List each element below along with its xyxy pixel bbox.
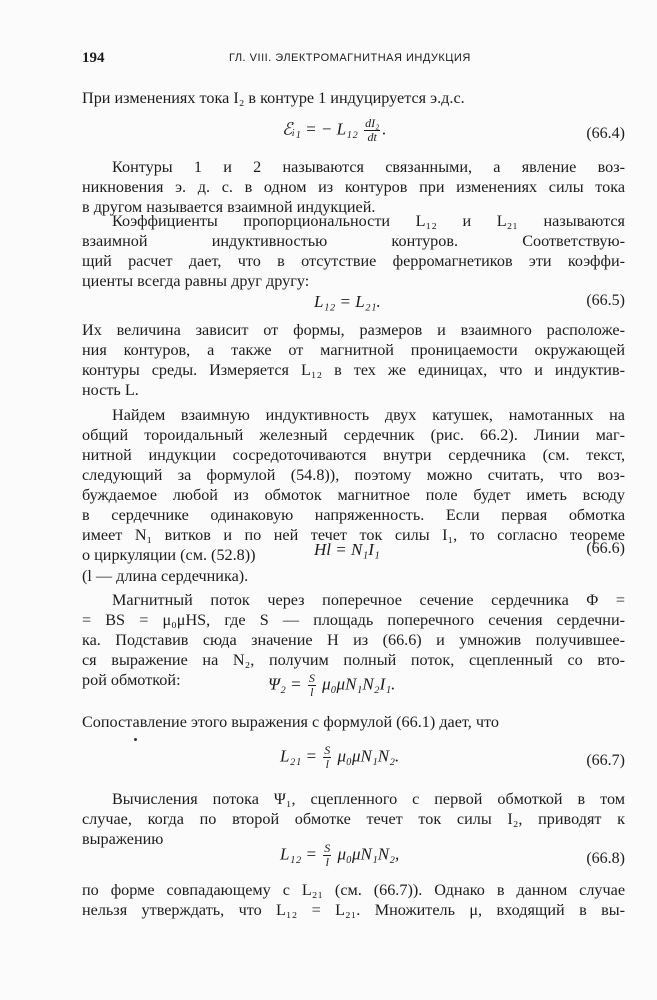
text-line: буждаемое любой из обмоток магнитное поле будет иметь всюду [82, 486, 625, 504]
equation-66-7 [82, 744, 625, 778]
equation-psi2 [82, 672, 625, 706]
text-line: Магнитный поток через поперечное сечение сердечника Φ = [112, 591, 625, 609]
page-number: 194 [82, 50, 105, 66]
equation-number: (66.7) [586, 752, 625, 769]
text-line: нитной индукции сосредоточиваются внутри сердечника (см. текст, [82, 446, 625, 464]
equation-number: (66.5) [586, 292, 625, 309]
running-head: ГЛ. VIII. ЭЛЕКТРОМАГНИТНАЯ ИНДУКЦИЯ [229, 52, 471, 64]
equation-66-5: L₁₂ = L₂₁. (66.5) [314, 292, 625, 311]
formula: Ψ₂ = $\frac{S}{l}$ μ₀μN₁N₂I₁. [268, 671, 396, 699]
text-line: нельзя утверждать, что L₁₂ = L₂₁. Множитель μ, входящий в вы- [82, 901, 625, 919]
stray-dot [134, 738, 137, 741]
fraction: $\frac{S}{l}$ [324, 743, 331, 771]
text-line: щий расчет дает, что в отсутствие ферромагнетиков эти коэффи- [82, 252, 625, 270]
text-line: никновения э. д. с. в одном из контуров при изменениях силы тока [82, 178, 625, 196]
text-line: ка. Подставив сюда значение H из (66.6) и умножив получившее- [82, 631, 625, 649]
equation-number: (66.6) [586, 540, 625, 557]
text-line: ся выражение на N₂, получим полный поток, сцепленный со вто- [82, 651, 625, 669]
text-line: При изменениях тока I₂ в контуре 1 индуцируется э.д.с. [82, 89, 465, 107]
text-line: случае, когда по второй обмотке течет ток силы I₂, приводят к [82, 810, 625, 828]
text-line: циенты всегда равны друг другу: [82, 272, 310, 290]
text-line: Их величина зависит от формы, размеров и взаимного расположе- [82, 321, 625, 339]
equation-number: (66.8) [586, 850, 625, 867]
text-line: о циркуляции (см. (52.8)) [82, 546, 256, 564]
text-line: Найдем взаимную индуктивность двух катушек, намотанных на [112, 406, 625, 424]
formula: L₁₂ = $\frac{S}{l}$ μ₀μN₁N₂, [280, 841, 400, 869]
text-line: рой обмоткой: [82, 671, 181, 689]
formula: L₂₁ = $\frac{S}{l}$ μ₀μN₁N₂. [280, 743, 400, 771]
text-line: Вычисления потока Ψ₁, сцепленного с первой обмоткой в том [112, 790, 625, 808]
fraction: $\frac{S}{l}$ [308, 671, 315, 699]
text-line: (l — длина сердечника). [82, 567, 249, 585]
text-line: ния контуров, а также от магнитной проницаемости окружающей [82, 341, 625, 359]
text-line: Контуры 1 и 2 называются связанными, а явление воз- [112, 158, 625, 176]
text-line: общий тороидальный железный сердечник (рис. 66.2). Линии маг- [82, 426, 625, 444]
text-line: по форме совпадающему с L₂₁ (см. (66.7)). Однако в данном случае [82, 881, 625, 899]
text-line: взаимной индуктивностью контуров. Соответствую- [82, 232, 625, 250]
text-line: имеет N₁ витков и по ней течет ток силы I₁, то согласно теореме [82, 526, 625, 544]
fraction: $\frac{S}{l}$ [324, 841, 331, 869]
text-line: следующий за формулой (54.8)), поэтому можно считать, что воз- [82, 466, 625, 484]
text-line: ность L. [82, 381, 139, 399]
equation-66-6: Hl = N₁I₁ (66.6) [314, 540, 625, 559]
text-line: в другом называется взаимной индукцией. [82, 198, 376, 216]
text-line: в сердечнике одинаковую напряженность. Если первая обмотка [82, 506, 625, 524]
text-line: Сопоставление этого выражения с формулой (66.1) дает, что [82, 713, 499, 731]
text-line: контуры среды. Измеряется L₁₂ в тех же единицах, что и индуктив- [82, 361, 625, 379]
equation-number: (66.4) [586, 125, 625, 142]
fraction: $\frac{\text{dI₂}}{dt}$ [365, 116, 380, 144]
equation-66-8 [82, 842, 625, 876]
page-header [82, 50, 627, 70]
text-line: = BS = μ₀μHS, где S — площадь поперечного сечения сердечни- [82, 611, 625, 629]
formula: ℰᵢ₁ = − L₁₂ $\frac{\text{dI₂}}{dt}$ . [282, 116, 387, 144]
text-line: выражению [82, 830, 164, 848]
equation-66-4 [82, 117, 625, 151]
text-line: Коэффициенты пропорциональности L₁₂ и L₂₁ называются [112, 212, 625, 230]
